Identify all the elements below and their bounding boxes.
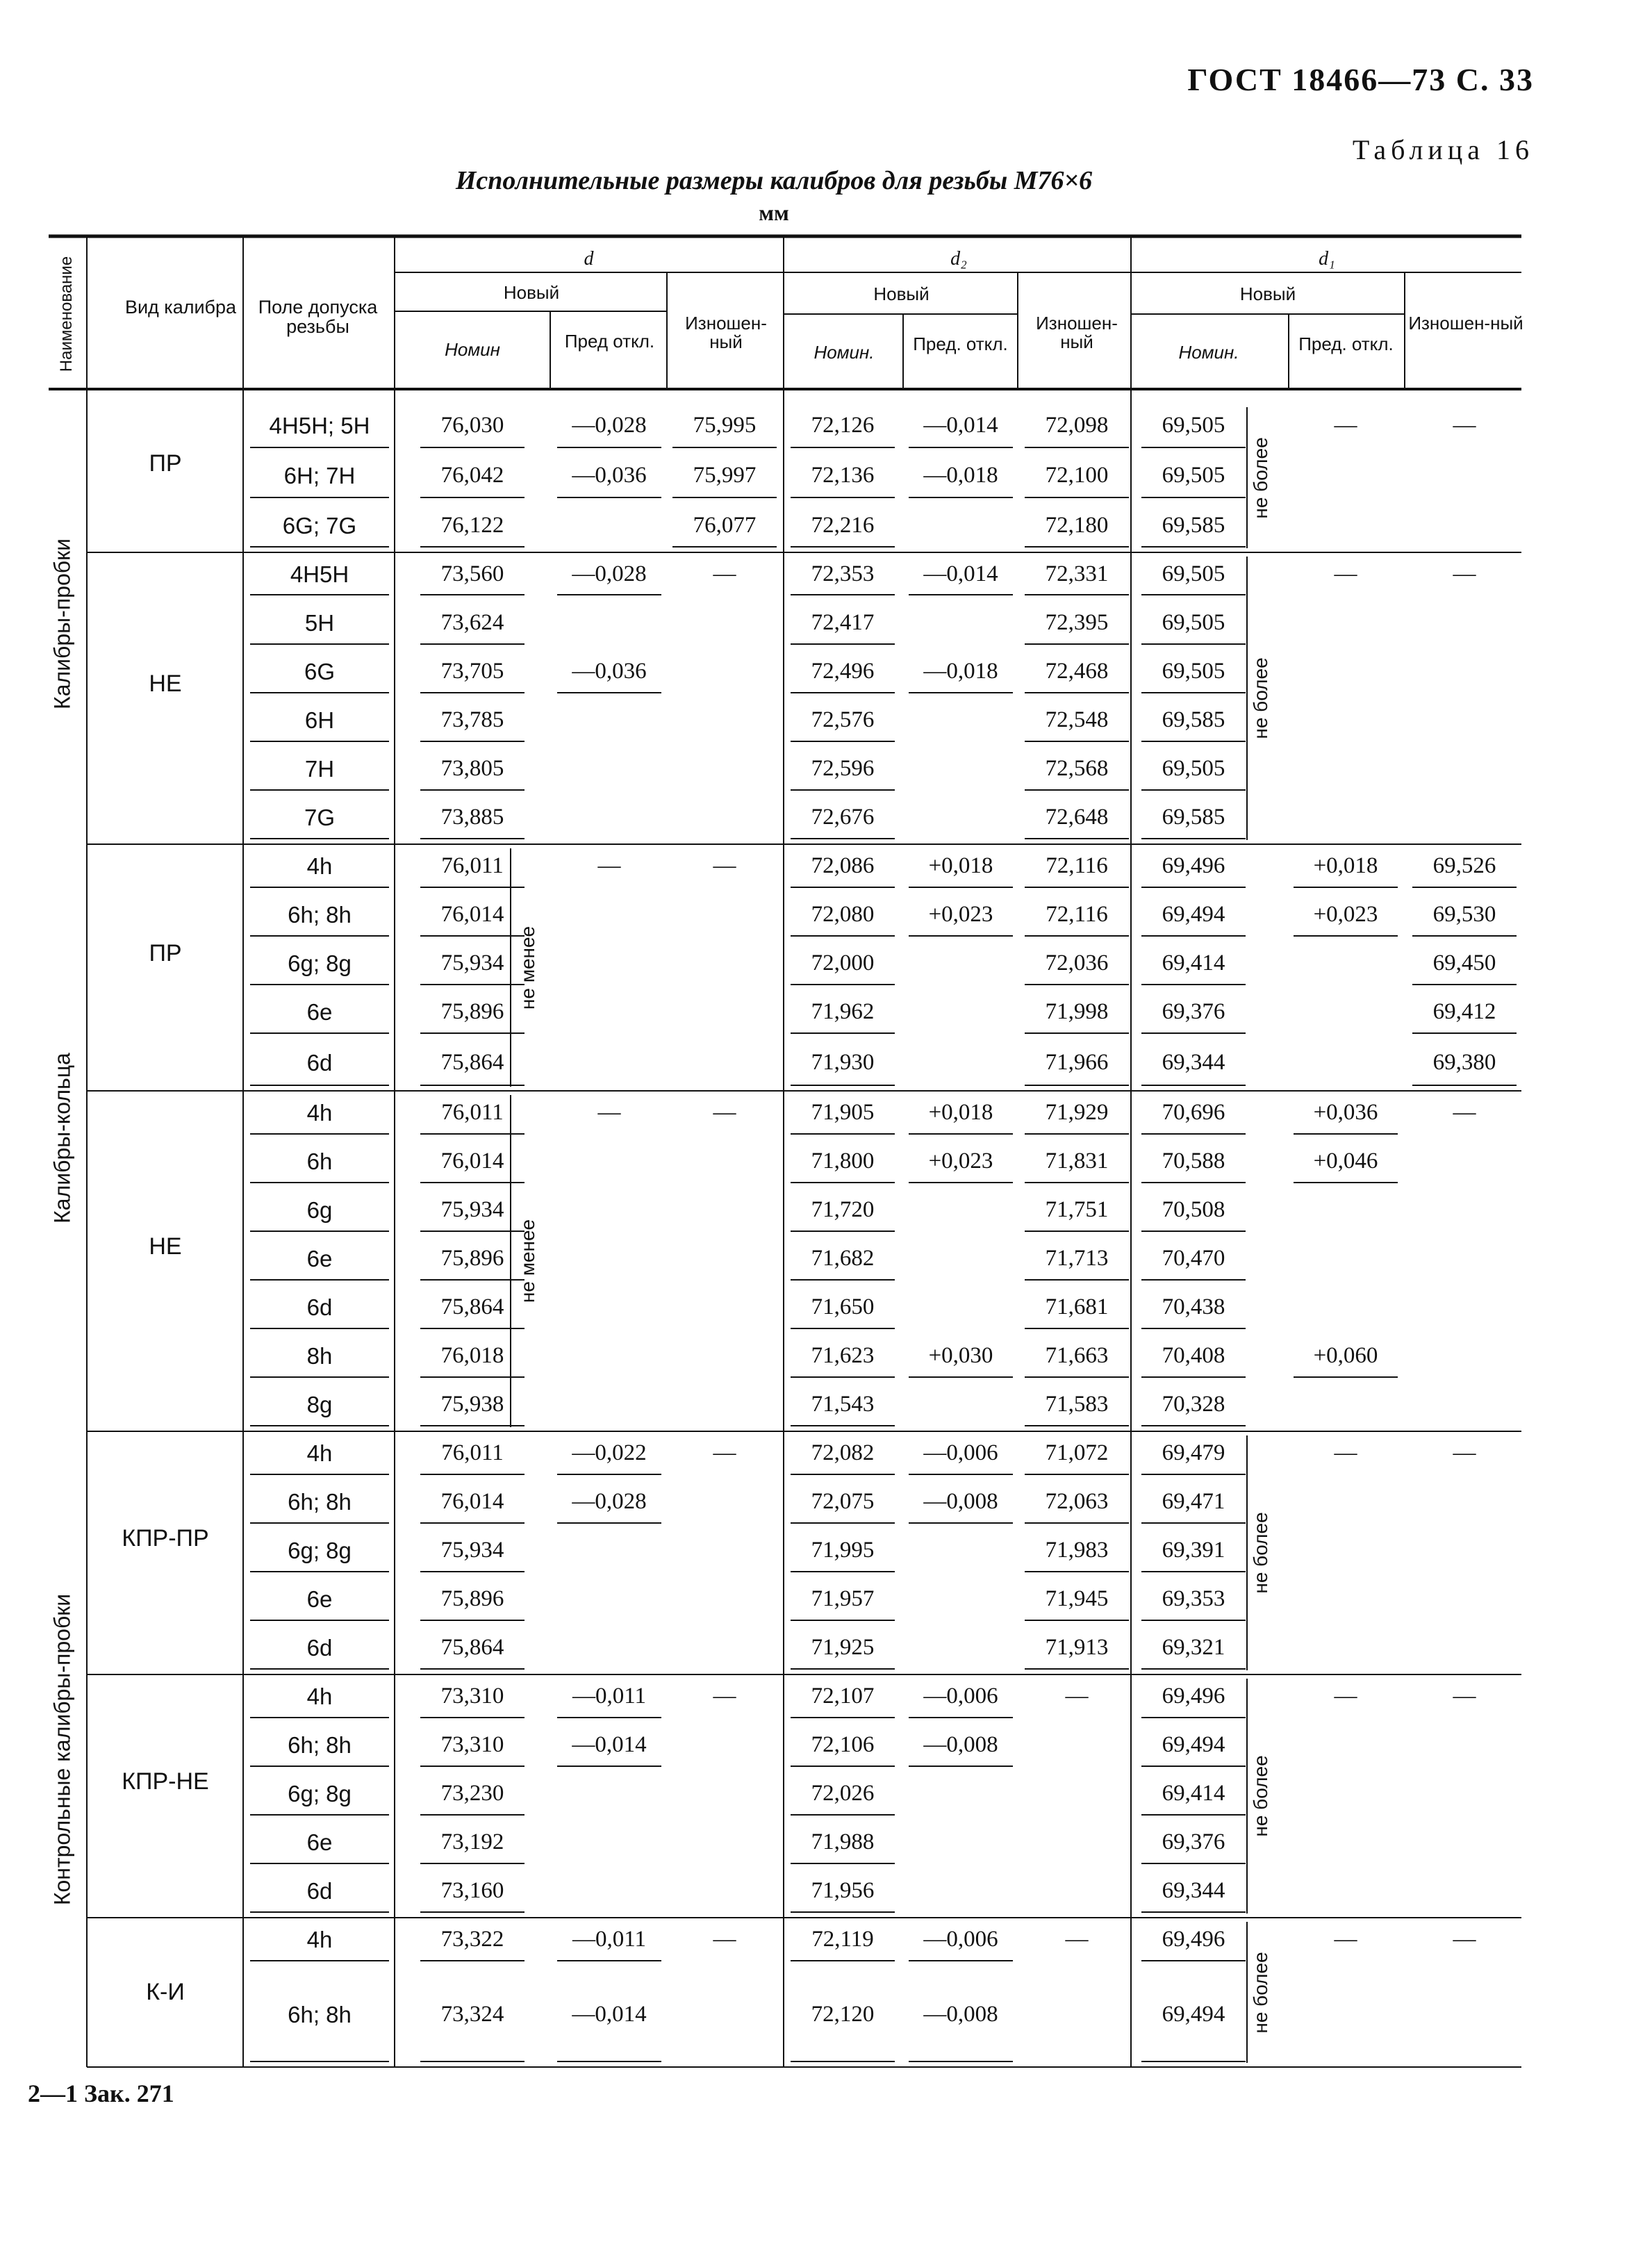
tolerance-cell: 6d — [306, 1049, 333, 1076]
tolerance-cell: 6h; 8h — [288, 2001, 352, 2027]
d2-worn-cell: 72,180 — [1045, 512, 1109, 538]
gauge-type-label: НЕ — [149, 1233, 182, 1260]
header-d2: d₂ — [950, 248, 967, 270]
tolerance-cell: 8g — [306, 1392, 333, 1417]
d-nom-cell: 76,014 — [440, 1489, 504, 1514]
d-nom-cell: 73,322 — [440, 1927, 504, 1952]
tolerance-cell: 4h — [306, 853, 333, 879]
d-dev-cell: —0,028 — [572, 1489, 647, 1514]
d-nom-cell: 76,042 — [440, 463, 504, 488]
d2-dev-cell: +0,023 — [928, 1149, 993, 1174]
d1-nom-cell: 70,328 — [1162, 1392, 1225, 1417]
d2-worn-cell: 71,913 — [1045, 1635, 1109, 1660]
d1-nom-cell: 70,508 — [1162, 1197, 1225, 1222]
d1-nom-cell: 69,376 — [1162, 1829, 1225, 1854]
d-nom-cell: 73,805 — [440, 756, 504, 781]
d1-nom-cell: 69,505 — [1162, 609, 1225, 635]
d1-nom-cell: 69,585 — [1162, 512, 1225, 538]
d2-nom-cell: 72,576 — [811, 707, 875, 732]
d-dev-cell: —0,011 — [572, 1684, 647, 1709]
d2-nom-cell: 71,800 — [811, 1149, 875, 1174]
d2-nom-cell: 72,075 — [811, 1489, 875, 1514]
d-nom-cell: 73,230 — [440, 1781, 504, 1806]
d2-nom-cell: 72,120 — [811, 2001, 875, 2027]
d-worn-cell: — — [713, 1684, 736, 1709]
d2-worn-cell: 71,663 — [1045, 1343, 1109, 1368]
d1-worn-cell: — — [1453, 1440, 1476, 1465]
d2-dev-cell: —0,018 — [923, 463, 998, 488]
gauge-type-label: НЕ — [149, 670, 182, 697]
d-dev-cell: — — [597, 1100, 621, 1125]
d1-dev-cell: — — [1334, 561, 1357, 586]
tolerance-cell: 5H — [304, 609, 335, 636]
d2-worn-cell: 72,098 — [1045, 413, 1109, 438]
d1-nom-cell: 70,470 — [1162, 1246, 1225, 1271]
d2-nom-cell: 71,925 — [811, 1635, 875, 1660]
d2-worn-cell: 71,681 — [1045, 1294, 1109, 1319]
d2-nom-cell: 72,119 — [811, 1927, 874, 1952]
d2-worn-cell: 72,468 — [1045, 659, 1109, 684]
d2-nom-cell: 71,930 — [811, 1049, 875, 1075]
d-dev-cell: —0,014 — [572, 2001, 647, 2027]
tolerance-cell: 4h — [306, 1927, 333, 1952]
limit-note: не более — [1250, 1512, 1271, 1594]
d2-dev-cell: —0,018 — [923, 659, 998, 684]
d-worn-cell: — — [713, 853, 736, 878]
tolerance-cell: 6h — [306, 1149, 333, 1174]
d2-nom-cell: 72,216 — [811, 512, 875, 538]
tolerance-cell: 8h — [306, 1343, 333, 1369]
group-label: Контрольные калибры-пробки — [49, 1593, 75, 1905]
d1-dev-cell: +0,018 — [1313, 853, 1378, 878]
d-nom-cell: 73,310 — [440, 1684, 504, 1709]
d2-nom-cell: 72,082 — [811, 1440, 875, 1465]
d2-worn-cell: — — [1065, 1684, 1089, 1709]
d2-worn-cell: 72,331 — [1045, 561, 1109, 586]
d2-nom-cell: 72,026 — [811, 1781, 875, 1806]
d1-nom-cell: 70,438 — [1162, 1294, 1225, 1319]
group-label: Калибры-пробки — [49, 538, 75, 709]
d2-worn-cell: 72,395 — [1045, 609, 1109, 635]
d2-dev-cell: —0,008 — [923, 1489, 998, 1514]
d-nom-cell: 76,030 — [440, 413, 504, 438]
d2-nom-cell: 72,353 — [811, 561, 875, 586]
tolerance-cell: 6h; 8h — [288, 1489, 352, 1515]
header-dev-d2: Пред. откл. — [913, 334, 1008, 354]
d-nom-cell: 76,018 — [440, 1343, 504, 1368]
d2-nom-cell: 71,720 — [811, 1197, 875, 1222]
d1-nom-cell: 69,376 — [1162, 999, 1225, 1024]
limit-note: не более — [1250, 1755, 1271, 1837]
d2-worn-cell: 72,548 — [1045, 707, 1109, 732]
d1-nom-cell: 69,494 — [1162, 1732, 1225, 1757]
page-header: ГОСТ 18466—73 С. 33 — [1187, 62, 1534, 97]
d2-worn-cell: 72,648 — [1045, 805, 1109, 830]
tolerance-cell: 6H; 7H — [283, 463, 356, 488]
d1-dev-cell: +0,060 — [1313, 1343, 1378, 1368]
header-new-d2: Новый — [873, 283, 930, 304]
d-nom-cell: 75,896 — [440, 1246, 504, 1271]
d1-nom-cell: 69,344 — [1162, 1878, 1225, 1903]
header-nominal-d2: Номин. — [813, 342, 875, 363]
header-worn-d1: Изношен-ный — [1408, 313, 1523, 334]
gauge-type-label: ПР — [149, 939, 182, 966]
tolerance-cell: 6H — [304, 707, 335, 733]
d1-nom-cell: 69,494 — [1162, 2001, 1225, 2027]
d2-worn-cell: 72,100 — [1045, 463, 1109, 488]
d-dev-cell: —0,014 — [572, 1732, 647, 1757]
d2-nom-cell: 72,136 — [811, 463, 875, 488]
limit-note: не менее — [517, 925, 538, 1010]
d2-nom-cell: 71,682 — [811, 1246, 875, 1271]
tolerance-cell: 6g — [306, 1197, 333, 1223]
tolerance-cell: 6G — [304, 659, 336, 684]
d-worn-cell: 75,995 — [693, 413, 757, 438]
d2-worn-cell: 72,568 — [1045, 756, 1109, 781]
d1-nom-cell: 69,414 — [1162, 950, 1225, 976]
header-d1: d₁ — [1319, 248, 1335, 270]
d2-nom-cell: 71,995 — [811, 1538, 875, 1563]
tolerance-cell: 6g; 8g — [288, 950, 352, 976]
d2-nom-cell: 72,106 — [811, 1732, 875, 1757]
d-nom-cell: 75,934 — [440, 1197, 504, 1222]
d1-nom-cell: 69,344 — [1162, 1049, 1225, 1075]
tolerance-cell: 6d — [306, 1878, 333, 1904]
d2-worn-cell: 72,063 — [1045, 1489, 1109, 1514]
d2-nom-cell: 72,080 — [811, 902, 875, 927]
tolerance-cell: 6h; 8h — [288, 902, 352, 928]
d1-nom-cell: 70,588 — [1162, 1149, 1225, 1174]
d1-dev-cell: +0,036 — [1313, 1100, 1378, 1125]
header-new-d1: Новый — [1239, 283, 1296, 304]
d1-worn-cell: — — [1453, 1927, 1476, 1952]
header-name: Наименование — [57, 256, 76, 372]
d1-nom-cell: 69,496 — [1162, 1684, 1225, 1709]
d2-dev-cell: —0,008 — [923, 1732, 998, 1757]
d-nom-cell: 76,122 — [440, 512, 504, 538]
d-nom-cell: 73,560 — [440, 561, 504, 586]
d2-worn-cell: 71,983 — [1045, 1538, 1109, 1563]
d1-nom-cell: 69,505 — [1162, 756, 1225, 781]
d-nom-cell: 75,934 — [440, 1538, 504, 1563]
d1-worn-cell: — — [1453, 413, 1476, 438]
d-nom-cell: 75,864 — [440, 1049, 504, 1075]
d-nom-cell: 75,896 — [440, 999, 504, 1024]
d-worn-cell: — — [713, 561, 736, 586]
header-nominal-d: Номин — [445, 339, 500, 360]
d-nom-cell: 73,785 — [440, 707, 504, 732]
d-nom-cell: 73,160 — [440, 1878, 504, 1903]
d2-nom-cell: 72,107 — [811, 1684, 875, 1709]
tolerance-cell: 6d — [306, 1635, 333, 1661]
d2-dev-cell: +0,023 — [928, 902, 993, 927]
d-nom-cell: 76,011 — [441, 1100, 504, 1125]
d-dev-cell: —0,011 — [572, 1927, 647, 1952]
gauge-type-label: ПР — [149, 450, 182, 477]
d1-dev-cell: +0,023 — [1313, 902, 1378, 927]
table-title: Исполнительные размеры калибров для резьбы М76×6 — [455, 166, 1093, 195]
d-dev-cell: —0,036 — [572, 659, 647, 684]
d2-dev-cell: —0,006 — [923, 1440, 998, 1465]
tolerance-cell: 7G — [304, 805, 336, 830]
d2-nom-cell: 72,417 — [811, 609, 875, 635]
limit-note: не более — [1250, 1951, 1271, 2034]
d1-nom-cell: 69,496 — [1162, 853, 1225, 878]
d2-dev-cell: +0,018 — [928, 1100, 993, 1125]
d1-nom-cell: 69,505 — [1162, 561, 1225, 586]
d-dev-cell: — — [597, 853, 621, 878]
d2-worn-cell: 71,831 — [1045, 1149, 1109, 1174]
gauge-type-label: КПР-НЕ — [122, 1768, 209, 1795]
d2-nom-cell: 72,086 — [811, 853, 875, 878]
d2-worn-cell: 71,998 — [1045, 999, 1109, 1024]
d-worn-cell: — — [713, 1100, 736, 1125]
d2-dev-cell: +0,018 — [928, 853, 993, 878]
d-nom-cell: 73,624 — [440, 609, 504, 635]
d2-nom-cell: 72,126 — [811, 413, 875, 438]
d2-worn-cell: 71,966 — [1045, 1049, 1109, 1075]
d-dev-cell: —0,028 — [572, 413, 647, 438]
tolerance-cell: 6g; 8g — [288, 1781, 352, 1806]
tolerance-cell: 4h — [306, 1100, 333, 1126]
tolerance-cell: 6e — [306, 1586, 333, 1612]
tolerance-cell: 6h; 8h — [288, 1732, 352, 1758]
tolerance-cell: 6d — [306, 1294, 333, 1320]
d2-worn-cell: 72,116 — [1046, 902, 1108, 927]
d1-dev-cell: — — [1334, 413, 1357, 438]
header-nominal-d1: Номин. — [1178, 342, 1239, 363]
gauge-type-label: КПР-ПР — [122, 1525, 209, 1552]
d2-nom-cell: 71,623 — [811, 1343, 875, 1368]
d1-nom-cell: 69,494 — [1162, 902, 1225, 927]
tolerance-cell: 6e — [306, 1829, 333, 1855]
d-nom-cell: 75,934 — [440, 950, 504, 976]
d2-nom-cell: 72,496 — [811, 659, 875, 684]
d-nom-cell: 73,324 — [440, 2001, 504, 2027]
d1-dev-cell: — — [1334, 1927, 1357, 1952]
d1-worn-cell: — — [1453, 1684, 1476, 1709]
limit-note: не более — [1250, 436, 1271, 519]
d-dev-cell: —0,036 — [572, 463, 647, 488]
header-new-d: Новый — [503, 282, 560, 303]
d2-nom-cell: 72,000 — [811, 950, 875, 976]
d1-nom-cell: 69,496 — [1162, 1927, 1225, 1952]
d2-dev-cell: +0,030 — [928, 1343, 993, 1368]
d2-nom-cell: 71,905 — [811, 1100, 875, 1125]
d-worn-cell: — — [713, 1440, 736, 1465]
limit-note: не более — [1250, 657, 1271, 739]
d2-worn-cell: 71,945 — [1045, 1586, 1109, 1611]
d2-dev-cell: —0,006 — [923, 1684, 998, 1709]
d2-nom-cell: 71,962 — [811, 999, 875, 1024]
d-worn-cell: 75,997 — [693, 463, 757, 488]
tolerance-cell: 4h — [306, 1440, 333, 1466]
page-footer: 2—1 Зак. 271 — [28, 2080, 174, 2107]
d-nom-cell: 76,014 — [440, 1149, 504, 1174]
d2-worn-cell: 71,713 — [1045, 1246, 1109, 1271]
d-nom-cell: 75,896 — [440, 1586, 504, 1611]
d-nom-cell: 76,011 — [441, 1440, 504, 1465]
d2-dev-cell: —0,014 — [923, 413, 998, 438]
d1-nom-cell: 70,408 — [1162, 1343, 1225, 1368]
d2-worn-cell: 71,583 — [1045, 1392, 1109, 1417]
d1-nom-cell: 69,505 — [1162, 413, 1225, 438]
tolerance-cell: 4h — [306, 1684, 333, 1709]
d-nom-cell: 75,864 — [440, 1294, 504, 1319]
table-label: Таблица 16 — [1352, 134, 1534, 165]
d-dev-cell: —0,022 — [572, 1440, 647, 1465]
header-dev-d1: Пред. откл. — [1298, 334, 1394, 354]
d-nom-cell: 76,014 — [440, 902, 504, 927]
d2-worn-cell: 72,036 — [1045, 950, 1109, 976]
d2-nom-cell: 72,676 — [811, 805, 875, 830]
d-nom-cell: 75,864 — [440, 1635, 504, 1660]
d2-worn-cell: 71,751 — [1045, 1197, 1109, 1222]
d1-nom-cell: 69,321 — [1162, 1635, 1225, 1660]
tolerance-cell: 6e — [306, 999, 333, 1025]
d1-worn-cell: 69,380 — [1432, 1049, 1496, 1075]
d1-nom-cell: 69,505 — [1162, 463, 1225, 488]
tolerance-cell: 4H5H; 5H — [269, 413, 370, 438]
d2-worn-cell: — — [1065, 1927, 1089, 1952]
d1-nom-cell: 69,391 — [1162, 1538, 1225, 1563]
d-worn-cell: 76,077 — [693, 512, 757, 538]
d1-nom-cell: 69,585 — [1162, 805, 1225, 830]
d1-nom-cell: 69,414 — [1162, 1781, 1225, 1806]
d2-dev-cell: —0,006 — [923, 1927, 998, 1952]
limit-note: не менее — [517, 1219, 538, 1303]
header-tolerance: Поле допуска резьбы — [258, 297, 378, 338]
d2-worn-cell: 71,929 — [1045, 1100, 1109, 1125]
d2-worn-cell: 71,072 — [1045, 1440, 1109, 1465]
header-worn-d2: Изношен-ный — [1036, 313, 1118, 353]
d-nom-cell: 73,705 — [440, 659, 504, 684]
d1-worn-cell: 69,412 — [1432, 999, 1496, 1024]
d2-nom-cell: 71,543 — [811, 1392, 875, 1417]
tolerance-cell: 6G; 7G — [282, 512, 357, 538]
d1-dev-cell: +0,046 — [1313, 1149, 1378, 1174]
tolerance-cell: 7H — [304, 756, 335, 782]
header-worn-d: Изношен-ный — [685, 313, 767, 353]
d2-nom-cell: 71,956 — [811, 1878, 875, 1903]
d2-dev-cell: —0,008 — [923, 2001, 998, 2027]
d1-worn-cell: 69,450 — [1432, 950, 1496, 976]
tolerance-cell: 6e — [306, 1246, 333, 1271]
d1-nom-cell: 70,696 — [1162, 1100, 1225, 1125]
group-label: Калибры-кольца — [49, 1052, 75, 1224]
gauge-type-label: К-И — [146, 1978, 185, 2005]
header-gauge-type: Вид калибра — [124, 297, 237, 318]
table-units: мм — [759, 200, 789, 225]
d2-dev-cell: —0,014 — [923, 561, 998, 586]
d2-worn-cell: 72,116 — [1046, 853, 1108, 878]
tolerance-cell: 4H5H — [290, 561, 349, 587]
d-dev-cell: —0,028 — [572, 561, 647, 586]
d1-nom-cell: 69,479 — [1162, 1440, 1225, 1465]
d1-nom-cell: 69,353 — [1162, 1586, 1225, 1611]
d1-worn-cell: — — [1453, 1100, 1476, 1125]
d1-dev-cell: — — [1334, 1440, 1357, 1465]
d1-worn-cell: 69,530 — [1432, 902, 1496, 927]
d-nom-cell: 75,938 — [440, 1392, 504, 1417]
d-nom-cell: 73,192 — [440, 1829, 504, 1854]
d1-nom-cell: 69,585 — [1162, 707, 1225, 732]
d-worn-cell: — — [713, 1927, 736, 1952]
d1-nom-cell: 69,471 — [1162, 1489, 1225, 1514]
header-d: d — [584, 248, 594, 270]
d2-nom-cell: 72,596 — [811, 756, 875, 781]
header-dev-d: Пред откл. — [564, 331, 655, 352]
d1-dev-cell: — — [1334, 1684, 1357, 1709]
tolerance-cell: 6g; 8g — [288, 1538, 352, 1563]
d1-nom-cell: 69,505 — [1162, 659, 1225, 684]
d1-worn-cell: 69,526 — [1432, 853, 1496, 878]
d1-worn-cell: — — [1453, 561, 1476, 586]
d-nom-cell: 76,011 — [441, 853, 504, 878]
d2-nom-cell: 71,650 — [811, 1294, 875, 1319]
d2-nom-cell: 71,957 — [811, 1586, 875, 1611]
d-nom-cell: 73,310 — [440, 1732, 504, 1757]
d-nom-cell: 73,885 — [440, 805, 504, 830]
d2-nom-cell: 71,988 — [811, 1829, 875, 1854]
